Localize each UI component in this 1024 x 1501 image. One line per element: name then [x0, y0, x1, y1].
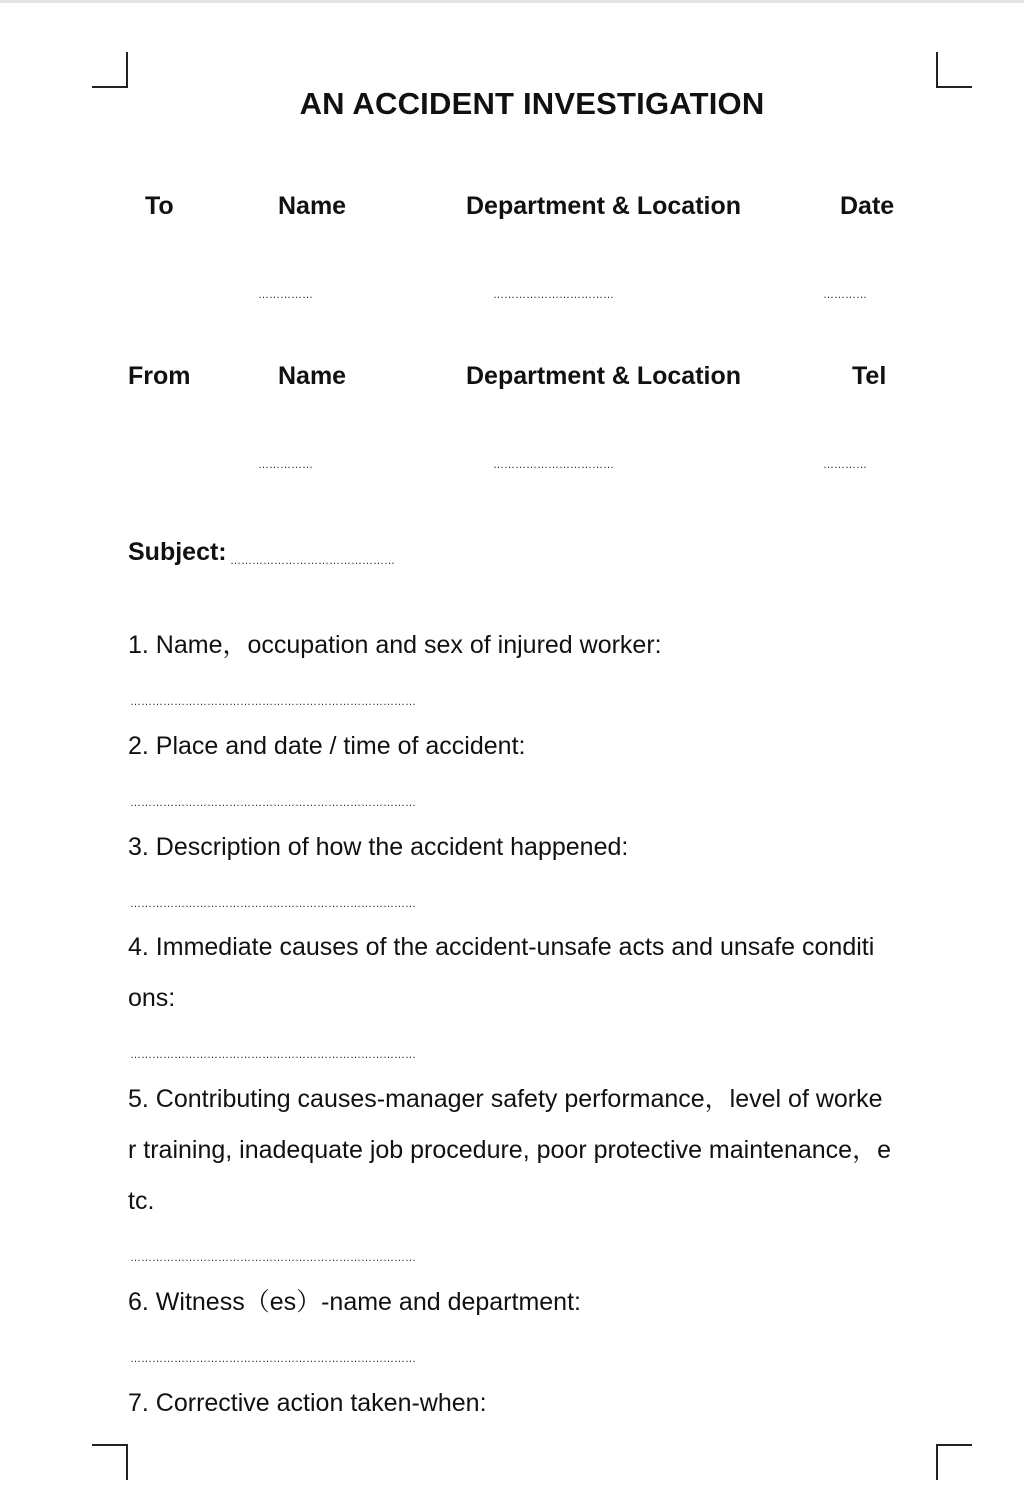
subject-blank[interactable]: ……………………………………… — [230, 556, 395, 567]
subject-label: Subject: — [128, 538, 227, 566]
question-4: 4. Immediate causes of the accident-unsafe acts and unsafe conditi ons: — [128, 933, 875, 1012]
question-1: 1. Name，occupation and sex of injured worker: — [128, 631, 662, 659]
answer-2-blank[interactable]: …………………………………………………………………… — [130, 798, 416, 809]
to-date-header: Date — [840, 192, 895, 220]
crop-mark-bottom-right — [936, 1444, 972, 1480]
answer-1-blank[interactable]: …………………………………………………………………… — [130, 697, 416, 708]
question-6: 6. Witness（es）-name and department: — [128, 1288, 581, 1316]
crop-mark-top-left — [92, 52, 128, 88]
question-5: 5. Contributing causes-manager safety performance，level of worke r training, inadequate job procedure, poor protective maintenance，e tc. — [128, 1085, 891, 1215]
crop-mark-bottom-left — [92, 1444, 128, 1480]
question-2: 2. Place and date / time of accident: — [128, 732, 526, 760]
crop-mark-top-right — [936, 52, 972, 88]
answer-5-blank[interactable]: …………………………………………………………………… — [130, 1253, 416, 1264]
to-name-header: Name — [278, 192, 347, 220]
question-7: 7. Corrective action taken-when: — [128, 1389, 487, 1417]
to-department-header: Department & Location — [466, 192, 742, 220]
from-department-blank[interactable]: …………………………… — [493, 460, 614, 471]
to-name-blank[interactable]: …………… — [258, 290, 313, 301]
top-edge — [0, 0, 1024, 3]
to-date-blank[interactable]: ………… — [823, 290, 867, 301]
answer-4-blank[interactable]: …………………………………………………………………… — [130, 1050, 416, 1061]
question-3: 3. Description of how the accident happened: — [128, 833, 629, 861]
from-name-blank[interactable]: …………… — [258, 460, 313, 471]
from-tel-blank[interactable]: ………… — [823, 460, 867, 471]
from-label: From — [128, 362, 191, 390]
to-department-blank[interactable]: …………………………… — [493, 290, 614, 301]
answer-3-blank[interactable]: …………………………………………………………………… — [130, 899, 416, 910]
answer-6-blank[interactable]: …………………………………………………………………… — [130, 1354, 416, 1365]
from-department-header: Department & Location — [466, 362, 742, 390]
document-title: AN ACCIDENT INVESTIGATION — [299, 86, 765, 121]
from-tel-header: Tel — [852, 362, 887, 390]
to-label: To — [145, 192, 174, 220]
from-name-header: Name — [278, 362, 347, 390]
